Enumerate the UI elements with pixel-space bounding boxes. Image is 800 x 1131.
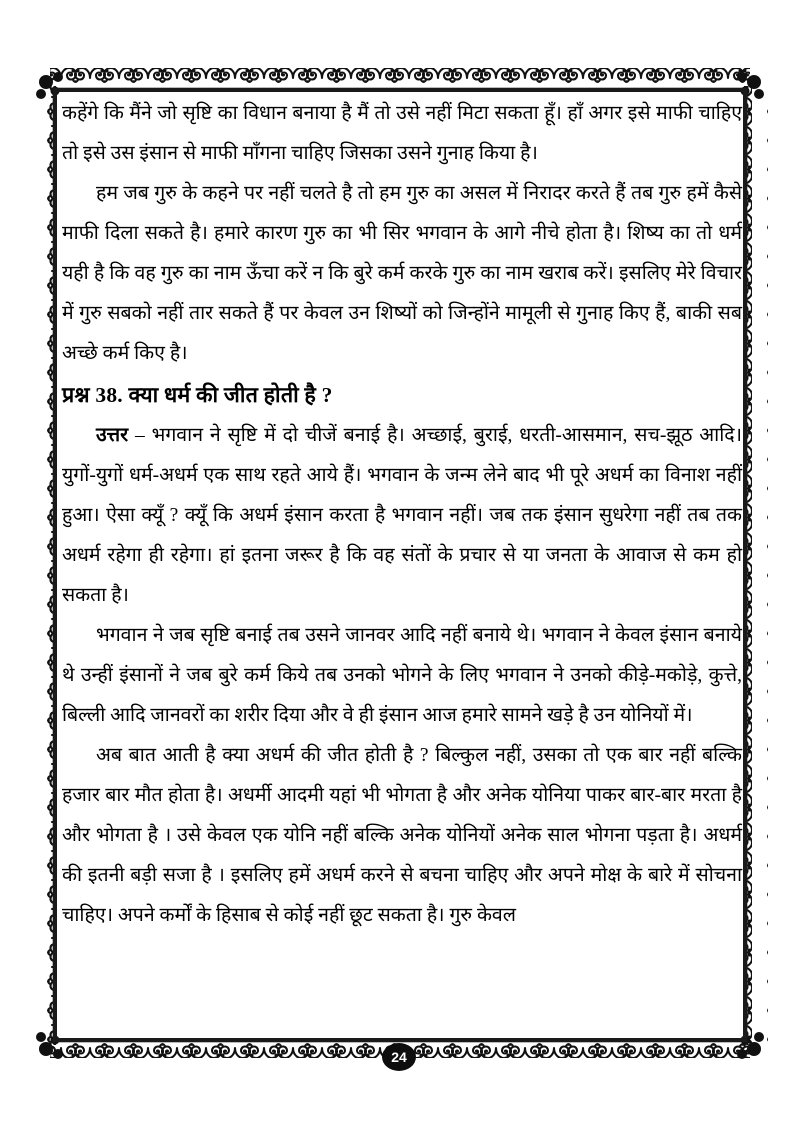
paragraph-guru: हम जब गुरु के कहने पर नहीं चलते है तो हम गुरु का असल में निरादर करते हैं तब गुरु हमें कैसे माफी दिला सकते है। हमारे कारण गुरु का भी सिर भगवान के आगे नीचे होता है। शिष्य का तो धर्म यही है कि वह गुरु का नाम ऊँचा करें न कि बुरे कर्म करके गुरु का नाम खराब करें। इसलिए मेरे विचार में गुरु सबको नहीं तार सकते हैं पर केवल उन शिष्यों को जिन्होंने मामूली से गुनाह किए हैं, बाकी सब अच्छे कर्म किए है। (62, 183, 742, 364)
answer-paragraph-3: अब बात आती है क्या अधर्म की जीत होती है ? बिल्कुल नहीं, उसका तो एक बार नहीं बल्कि हजार बार मौत होता है। अधर्मी आदमी यहां भी भोगता है और अनेक योनिया पाकर बार-बार मरता है और भोगता है । उसे केवल एक योनि नहीं बल्कि अनेक योनियों अनेक साल भोगना पड़ता है। अधर्म की इतनी बड़ी सजा है । इसलिए हमें अधर्म करने से बचना चाहिए और अपने मोक्ष के बारे में सोचना चाहिए। अपने कर्मों के हिसाब से कोई नहीं छूट सकता है। गुरु केवल (62, 745, 742, 926)
answer-body-1: भगवान ने सृष्टि में दो चीजें बनाई है। अच्छाई, बुराई, धरती-आसमान, सच-झूठ आदि। युगों-युगों धर्म-अधर्म एक साथ रहते आये हैं। भगवान के जन्म लेने बाद भी पूरे अधर्म का विनाश नहीं हुआ। ऐसा क्यूँ ? क्यूँ कि अधर्म इंसान करता है भगवान नहीं। जब तक इंसान सुधरेगा नहीं तब तक अधर्म रहेगा ही रहेगा। हां इतना जरूर है कि वह संतों के प्रचार से या जनता के आवाज से कम हो सकता है। (62, 425, 742, 606)
answer-paragraph-2: भगवान ने जब सृष्टि बनाई तब उसने जानवर आदि नहीं बनाये थे। भगवान ने केवल इंसान बनाये थे उन्हीं इंसानों ने जब बुरे कर्म किये तब उनको भोगने के लिए भगवान ने उनको कीड़े-मकोड़े, कुत्ते, बिल्ली आदि जानवरों का शरीर दिया और वे ही इंसान आज हमारे सामने खड़े है उन योनियों में। (62, 625, 742, 726)
question-heading-38: प्रश्न 38. क्या धर्म की जीत होती है ? (62, 383, 333, 407)
answer-paragraph-1 (62, 416, 742, 616)
answer-label: उत्तर (96, 425, 129, 446)
paragraph-continued: कहेंगे कि मैंने जो सृष्टि का विधान बनाया है मैं तो उसे नहीं मिटा सकता हूँ। हाँ अगर इसे माफी चाहिए तो इसे उस इंसान से माफी माँगना चाहिए जिसका उसने गुनाह किया है। (62, 103, 742, 164)
page-text-content (62, 94, 742, 1024)
page-number-badge: 24 (382, 1043, 416, 1071)
answer-dash: – (128, 425, 152, 446)
